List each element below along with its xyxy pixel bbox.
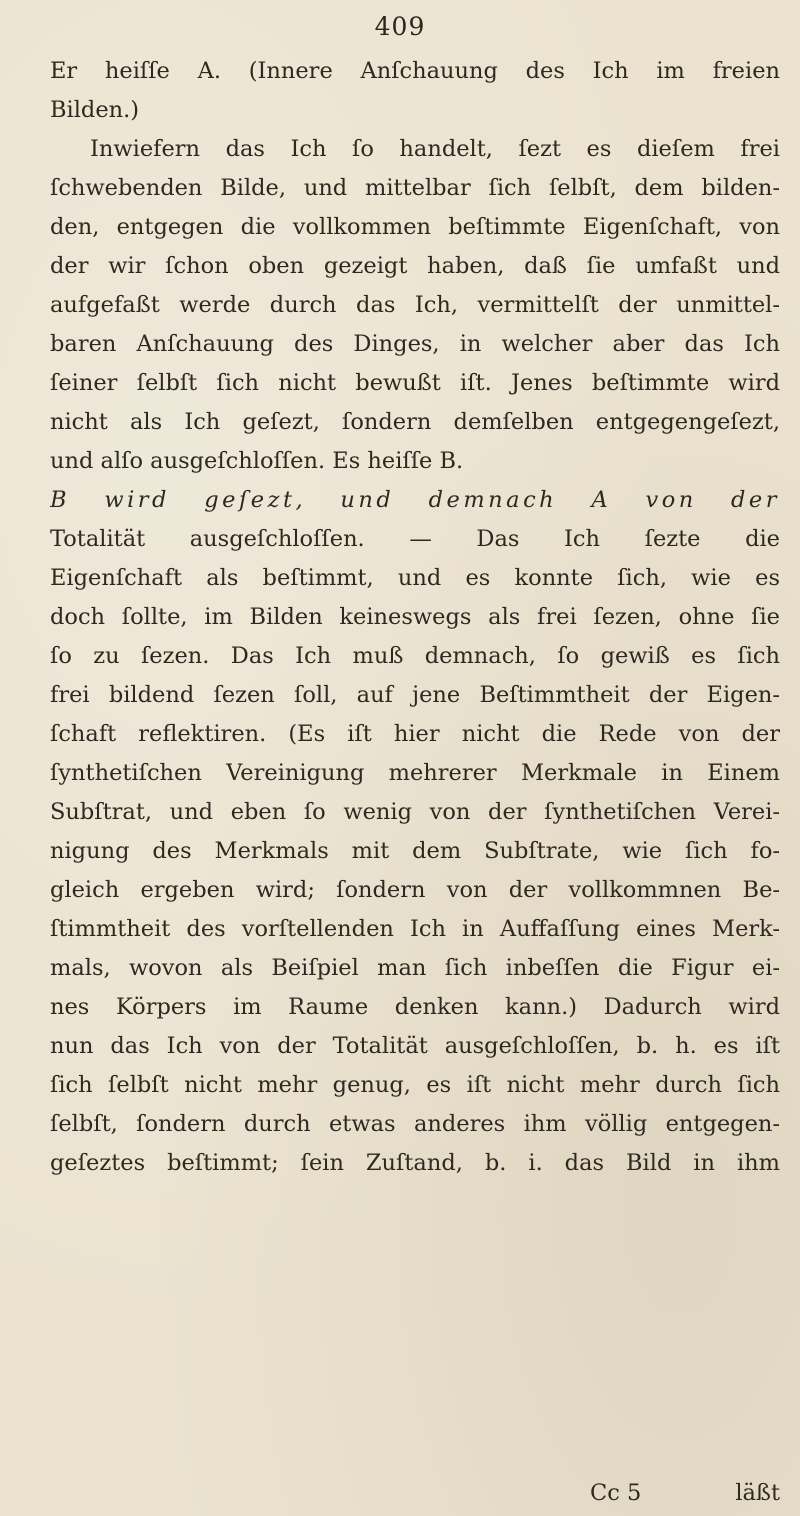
body-text xyxy=(50,52,780,1183)
text-line: Eigenſchaft als beſtimmt, und es konnte ſich, wie es xyxy=(50,565,780,591)
text-line: gleich ergeben wird; ſondern von der vollkommnen Be- xyxy=(50,877,780,903)
text-line: ſynthetiſchen Vereinigung mehrerer Merkmale in Einem xyxy=(50,760,780,786)
text-line: nicht als Ich geſezt, ſondern demſelben entgegengeſezt, xyxy=(50,409,780,435)
text-line: frei bildend ſezen ſoll, auf jene Beſtimmtheit der Eigen- xyxy=(50,682,780,708)
text-line: ſeiner ſelbſt ſich nicht bewußt iſt. Jenes beſtimmte wird xyxy=(50,370,780,396)
page-footer xyxy=(50,1474,780,1513)
text-line: mals, wovon als Beiſpiel man ſich inbeſſen die Figur ei- xyxy=(50,955,780,981)
text-line: Totalität ausgeſchloſſen. — Das Ich ſezte die xyxy=(50,526,780,552)
text-line: ſo zu ſezen. Das Ich muß demnach, ſo gewiß es ſich xyxy=(50,643,780,669)
text-line: geſeztes beſtimmt; ſein Zuſtand, b. i. das Bild in ihm xyxy=(50,1150,780,1176)
text-line: der wir ſchon oben gezeigt haben, daß ſie umfaßt und xyxy=(50,253,780,279)
text-line: Subſtrat, und eben ſo wenig von der ſynthetiſchen Verei- xyxy=(50,799,780,825)
text-line: ſich ſelbſt nicht mehr genug, es iſt nicht mehr durch ſich xyxy=(50,1072,780,1098)
text-line: und alſo ausgeſchloſſen. Es heiſſe B. xyxy=(50,448,464,474)
text-line: den, entgegen die vollkommen beſtimmte Eigenſchaft, von xyxy=(50,214,780,240)
page-number: 409 xyxy=(374,12,426,41)
text-line: Inwiefern das Ich ſo handelt, ſezt es dieſem frei xyxy=(90,136,780,162)
text-line: nun das Ich von der Totalität ausgeſchloſſen, b. h. es iſt xyxy=(50,1033,780,1059)
signature-mark: Cc 5 xyxy=(590,1480,642,1506)
text-line: doch ſollte, im Bilden keineswegs als frei ſezen, ohne ſie xyxy=(50,604,780,630)
text-line: B wird geſezt, und demnach A von der xyxy=(50,487,780,513)
text-line: nigung des Merkmals mit dem Subſtrate, wie ſich fo- xyxy=(50,838,780,864)
text-line: ſtimmtheit des vorſtellenden Ich in Auffaſſung eines Merk- xyxy=(50,916,780,942)
text-line: ſchaft reflektiren. (Es iſt hier nicht die Rede von der xyxy=(50,721,780,747)
text-line: nes Körpers im Raume denken kann.) Dadurch wird xyxy=(50,994,780,1020)
text-line: baren Anſchauung des Dinges, in welcher aber das Ich xyxy=(50,331,780,357)
text-line: ſchwebenden Bilde, und mittelbar ſich ſelbſt, dem bilden- xyxy=(50,175,780,201)
text-line: ſelbſt, ſondern durch etwas anderes ihm völlig entgegen- xyxy=(50,1111,780,1137)
catchword: läßt xyxy=(735,1480,780,1506)
text-line: Bilden.) xyxy=(50,97,140,123)
text-line: Er heiſſe A. (Innere Anſchauung des Ich im freien xyxy=(50,58,780,84)
text-line: aufgefaßt werde durch das Ich, vermittelſt der unmittel- xyxy=(50,292,780,318)
